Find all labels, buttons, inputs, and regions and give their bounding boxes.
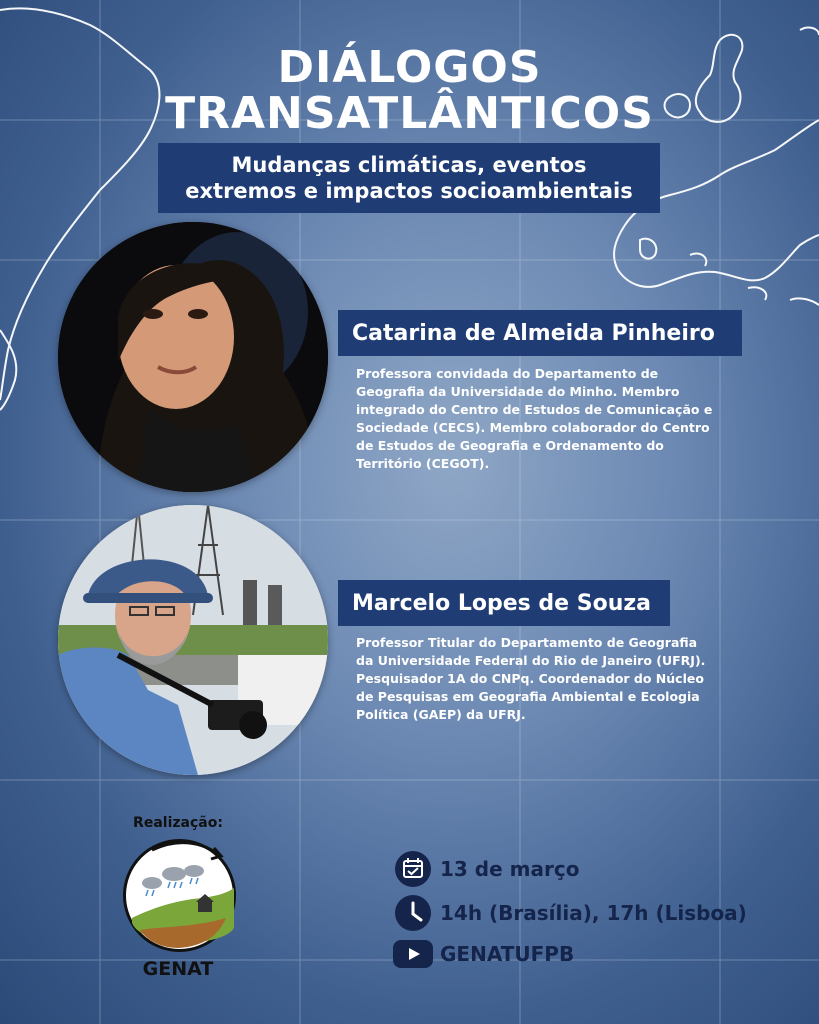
event-channel-link[interactable]: GENATUFPB [440, 942, 575, 966]
event-channel-row[interactable] [392, 935, 574, 973]
subtitle-line2: extremos e impactos socioambientais [185, 179, 633, 203]
bio-line: Sociedade (CECS). Membro colaborador do Centro [356, 420, 710, 435]
speaker-name-marcelo: Marcelo Lopes de Souza [338, 580, 670, 626]
event-time: 14h (Brasília), 17h (Lisboa) [440, 901, 747, 925]
event-date: 13 de março [440, 857, 580, 881]
bio-line: Pesquisador 1A do CNPq. Coordenador do Núcleo [356, 671, 704, 686]
speaker-photo-catarina [58, 222, 328, 492]
subtitle-line1: Mudanças climáticas, eventos [231, 153, 587, 177]
organizer-label: Realização: [133, 815, 223, 831]
bio-line: Professora convidada do Departamento de [356, 366, 659, 381]
clock-icon [392, 894, 434, 932]
bio-line: Professor Titular do Departamento de Geografia [356, 635, 698, 650]
event-date-row [392, 850, 579, 888]
bio-line: da Universidade Federal do Rio de Janeiro (UFRJ). [356, 653, 706, 668]
speaker-bio-catarina [356, 365, 776, 473]
bio-line: de Estudos de Geografia e Ordenamento do [356, 438, 664, 453]
genat-logo [122, 838, 237, 953]
speaker-photo-marcelo [58, 505, 328, 775]
calendar-icon [392, 850, 434, 888]
poster-title-line1: DIÁLOGOS [277, 42, 542, 93]
youtube-icon [392, 935, 434, 973]
speaker-name-catarina: Catarina de Almeida Pinheiro [338, 310, 742, 356]
poster-title-line2: TRANSATLÂNTICOS [165, 88, 654, 139]
bio-line: de Pesquisas em Geografia Ambiental e Ecologia [356, 689, 700, 704]
bio-line: Política (GAEP) da UFRJ. [356, 707, 526, 722]
speaker-bio-marcelo [356, 634, 776, 724]
bio-line: Geografia da Universidade do Minho. Membro [356, 384, 680, 399]
organizer-name: GENAT [142, 958, 214, 980]
subtitle-banner [158, 143, 660, 213]
bio-line: integrado do Centro de Estudos de Comunicação e [356, 402, 713, 417]
bio-line: Território (CEGOT). [356, 456, 490, 471]
event-time-row [392, 894, 747, 932]
